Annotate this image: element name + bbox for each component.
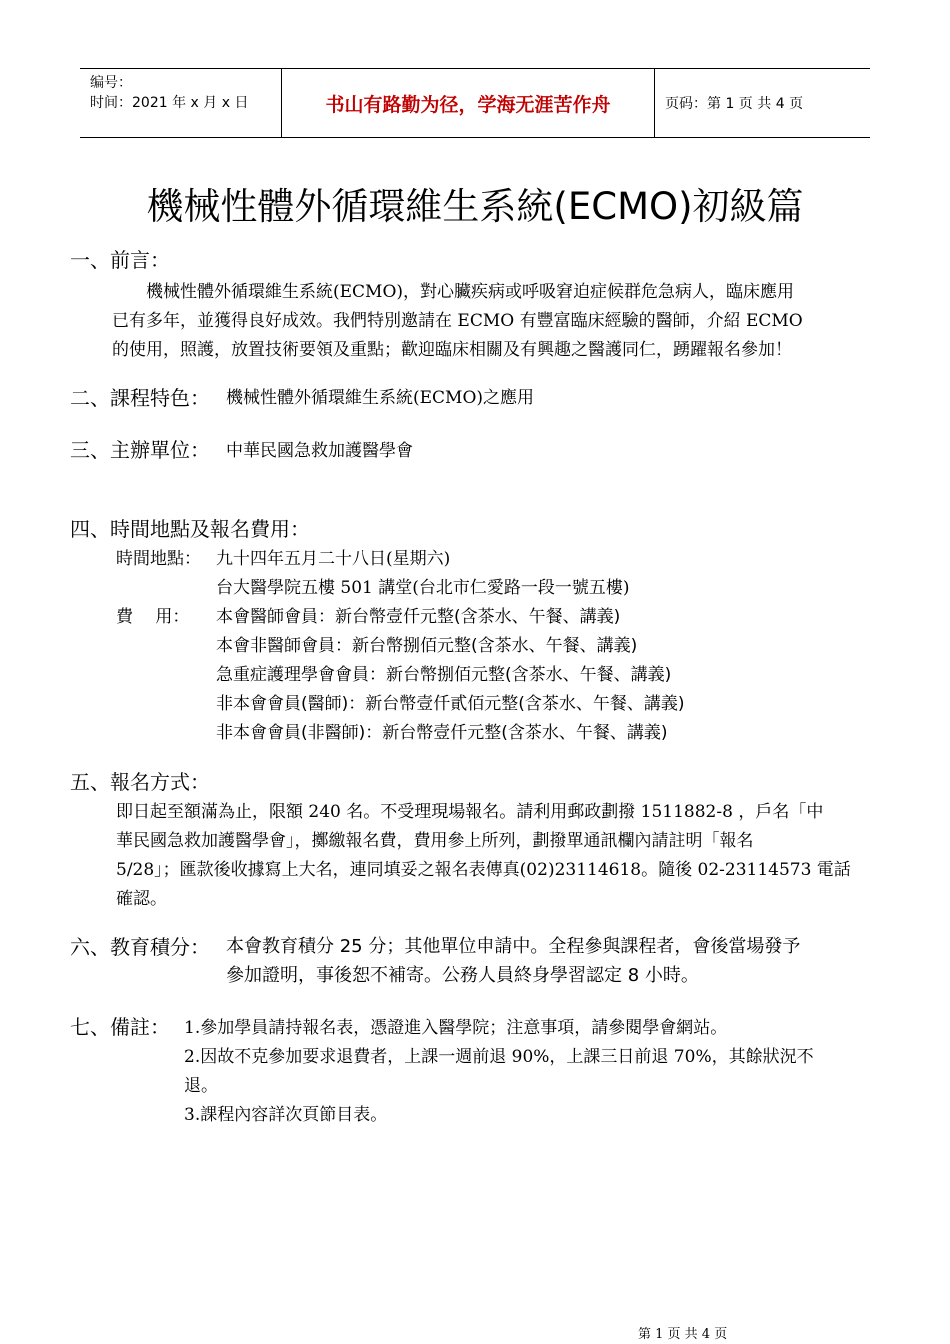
note-3: 3.課程內容詳次頁節目表。 <box>184 1105 388 1125</box>
section-1-line-1: 機械性體外循環維生系統(ECMO)，對心臟疾病或呼吸窘迫症候群危急病人，臨床應用 <box>146 282 795 302</box>
section-7-heading: 七、備註： <box>70 1015 170 1039</box>
header-motto: 书山有路勤为径，学海无涯苦作舟 <box>281 69 655 137</box>
fee-item: 急重症護理學會會員：新台幣捌佰元整(含茶水、午餐、講義) <box>216 665 672 685</box>
section-5-heading: 五、報名方式： <box>70 770 210 794</box>
header-meta <box>90 73 248 113</box>
date-label: 时间：2021 年 x 月 x 日 <box>90 95 249 111</box>
section-3-text: 中華民國急救加護醫學會 <box>226 441 413 461</box>
section-1-heading: 一、前言： <box>70 248 170 272</box>
time-line: 九十四年五月二十八日(星期六) <box>216 549 451 569</box>
section-5-line-2: 華民國急救加護醫學會」，擲繳報名費，費用參上所列，劃撥單通訊欄內請註明「報名 <box>116 831 754 851</box>
page-footer: 第 1 页 共 4 页 <box>638 1327 728 1342</box>
header-page-info: 页码：第 1 页 共 4 页 <box>665 96 804 112</box>
fee-item: 非本會會員(非醫師)：新台幣壹仟元整(含茶水、午餐、講義) <box>216 723 668 743</box>
section-2-heading: 二、課程特色： <box>70 386 210 410</box>
fee-item: 非本會會員(醫師)：新台幣壹仟貳佰元整(含茶水、午餐、講義) <box>216 694 685 714</box>
section-3-heading: 三、主辦單位： <box>70 438 210 462</box>
section-5-line-3: 5/28」；匯款後收據寫上大名，連同填妥之報名表傳真(02)23114618。隨後 02-23114573 電話 <box>116 860 851 880</box>
header-table <box>80 68 870 138</box>
section-4-heading: 四、時間地點及報名費用： <box>70 517 310 541</box>
time-place-label: 時間地點： <box>116 549 201 569</box>
section-6-heading: 六、教育積分： <box>70 935 210 959</box>
section-5-line-4: 確認。 <box>116 889 167 909</box>
section-6-line-1: 本會教育積分 25 分；其他單位申請中。全程參與課程者，會後當場發予 <box>226 936 801 957</box>
section-2-text: 機械性體外循環維生系統(ECMO)之應用 <box>226 388 535 408</box>
section-1-line-2: 已有多年，並獲得良好成效。我們特別邀請在 ECMO 有豐富臨床經驗的醫師，介紹 ECMO <box>112 311 803 331</box>
note-2b: 退。 <box>184 1076 218 1096</box>
fee-item: 本會非醫師會員：新台幣捌佰元整(含茶水、午餐、講義) <box>216 636 638 656</box>
note-2a: 2.因故不克參加要求退費者，上課一週前退 90%，上課三日前退 70%，其餘狀況不 <box>184 1047 814 1067</box>
section-1-line-3: 的使用，照護，放置技術要領及重點；歡迎臨床相關及有興趣之醫護同仁，踴躍報名參加！ <box>112 340 792 360</box>
fee-item: 本會醫師會員：新台幣壹仟元整(含茶水、午餐、講義) <box>216 607 621 627</box>
fee-label: 費 用： <box>116 607 190 627</box>
place-line: 台大醫學院五樓 501 講堂(台北市仁愛路一段一號五樓) <box>216 578 630 598</box>
section-5-line-1: 即日起至額滿為止，限額 240 名。不受理現場報名。請利用郵政劃撥 1511882-8 ，戶名「中 <box>116 802 824 822</box>
number-label: 编号： <box>90 75 132 91</box>
section-6-line-2: 參加證明，事後恕不補寄。公務人員終身學習認定 8 小時。 <box>226 965 699 986</box>
document-title: 機械性體外循環維生系統(ECMO)初級篇 <box>146 185 804 228</box>
note-1: 1.參加學員請持報名表，憑證進入醫學院；注意事項，請參閱學會網站。 <box>184 1018 728 1038</box>
